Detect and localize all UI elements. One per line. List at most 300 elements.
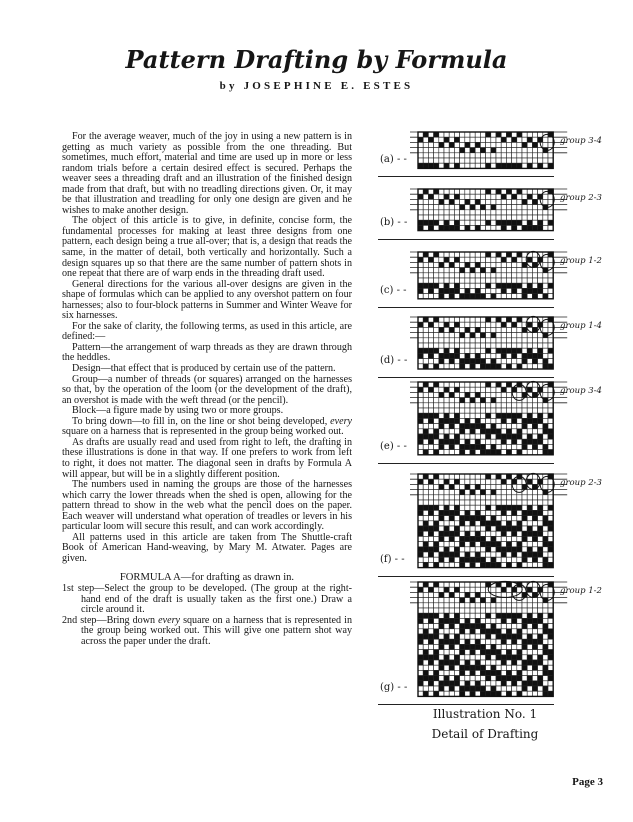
empty-square <box>465 163 470 168</box>
empty-square <box>449 500 454 505</box>
empty-square <box>491 505 496 510</box>
empty-square <box>496 359 501 364</box>
empty-square <box>532 629 537 634</box>
empty-square <box>532 691 537 696</box>
empty-square <box>465 148 470 153</box>
filled-square <box>496 562 501 567</box>
filled-square <box>434 650 439 655</box>
empty-square <box>439 562 444 567</box>
empty-square <box>538 450 543 455</box>
empty-square <box>491 618 496 623</box>
filled-square <box>475 644 480 649</box>
empty-square <box>491 474 496 479</box>
empty-square <box>480 252 485 257</box>
empty-square <box>475 220 480 225</box>
filled-square <box>543 424 548 429</box>
empty-square <box>501 189 506 194</box>
empty-square <box>538 403 543 408</box>
filled-square <box>475 294 480 299</box>
empty-square <box>486 387 491 392</box>
empty-square <box>527 205 532 210</box>
filled-square <box>418 257 423 262</box>
empty-square <box>548 665 553 670</box>
empty-square <box>548 639 553 644</box>
empty-square <box>428 691 433 696</box>
filled-square <box>470 521 475 526</box>
filled-square <box>486 676 491 681</box>
empty-square <box>465 153 470 158</box>
empty-square <box>506 500 511 505</box>
empty-square <box>512 408 517 413</box>
empty-square <box>543 681 548 686</box>
empty-square <box>527 142 532 147</box>
filled-square <box>434 547 439 552</box>
filled-square <box>434 676 439 681</box>
empty-square <box>506 479 511 484</box>
empty-square <box>418 403 423 408</box>
empty-square <box>491 210 496 215</box>
filled-square <box>449 142 454 147</box>
empty-square <box>434 403 439 408</box>
empty-square <box>501 364 506 369</box>
empty-square <box>506 624 511 629</box>
empty-square <box>444 148 449 153</box>
filled-square <box>512 681 517 686</box>
empty-square <box>444 582 449 587</box>
empty-square <box>532 364 537 369</box>
filled-square <box>543 629 548 634</box>
filled-square <box>501 439 506 444</box>
filled-square <box>418 660 423 665</box>
empty-square <box>439 655 444 660</box>
filled-square <box>460 686 465 691</box>
empty-square <box>496 225 501 230</box>
filled-square <box>480 359 485 364</box>
empty-square <box>548 495 553 500</box>
empty-square <box>423 439 428 444</box>
empty-square <box>470 382 475 387</box>
empty-square <box>428 450 433 455</box>
empty-square <box>501 562 506 567</box>
empty-square <box>532 608 537 613</box>
empty-square <box>532 194 537 199</box>
empty-square <box>491 137 496 142</box>
empty-square <box>449 348 454 353</box>
empty-square <box>423 387 428 392</box>
empty-square <box>480 278 485 283</box>
filled-square <box>444 655 449 660</box>
empty-square <box>501 474 506 479</box>
empty-square <box>465 562 470 567</box>
filled-square <box>475 199 480 204</box>
empty-square <box>470 257 475 262</box>
empty-square <box>428 398 433 403</box>
filled-square <box>506 252 511 257</box>
filled-square <box>538 526 543 531</box>
empty-square <box>444 364 449 369</box>
filled-square <box>501 479 506 484</box>
empty-square <box>465 655 470 660</box>
empty-square <box>470 639 475 644</box>
empty-square <box>506 536 511 541</box>
filled-square <box>512 660 517 665</box>
empty-square <box>460 418 465 423</box>
filled-square <box>470 598 475 603</box>
empty-square <box>506 644 511 649</box>
filled-square <box>475 359 480 364</box>
empty-square <box>538 691 543 696</box>
empty-square <box>444 592 449 597</box>
empty-square <box>496 408 501 413</box>
empty-square <box>527 691 532 696</box>
empty-square <box>449 278 454 283</box>
empty-square <box>512 644 517 649</box>
empty-square <box>501 691 506 696</box>
empty-square <box>480 526 485 531</box>
empty-square <box>506 516 511 521</box>
draft-grid <box>410 250 575 303</box>
empty-square <box>522 521 527 526</box>
empty-square <box>428 608 433 613</box>
filled-square <box>475 592 480 597</box>
empty-square <box>449 398 454 403</box>
text-span: To bring down—to fill in, on the line or shot being developed, <box>72 415 331 427</box>
filled-square <box>449 418 454 423</box>
empty-square <box>501 686 506 691</box>
empty-square <box>460 153 465 158</box>
empty-square <box>439 479 444 484</box>
filled-square <box>527 618 532 623</box>
empty-square <box>486 278 491 283</box>
empty-square <box>460 278 465 283</box>
empty-square <box>506 387 511 392</box>
filled-square <box>470 444 475 449</box>
empty-square <box>454 278 459 283</box>
empty-square <box>460 676 465 681</box>
empty-square <box>465 278 470 283</box>
filled-square <box>480 557 485 562</box>
draft-grid <box>410 580 575 700</box>
empty-square <box>423 665 428 670</box>
filled-square <box>439 536 444 541</box>
filled-square <box>496 317 501 322</box>
empty-square <box>434 225 439 230</box>
filled-square <box>496 348 501 353</box>
empty-square <box>480 495 485 500</box>
empty-square <box>475 655 480 660</box>
empty-square <box>434 333 439 338</box>
empty-square <box>496 557 501 562</box>
empty-square <box>543 403 548 408</box>
empty-square <box>538 644 543 649</box>
empty-square <box>423 500 428 505</box>
empty-square <box>460 343 465 348</box>
filled-square <box>491 148 496 153</box>
empty-square <box>527 603 532 608</box>
empty-square <box>465 387 470 392</box>
empty-square <box>501 148 506 153</box>
filled-square <box>496 364 501 369</box>
empty-square <box>439 215 444 220</box>
filled-square <box>454 194 459 199</box>
empty-square <box>496 199 501 204</box>
empty-square <box>543 283 548 288</box>
filled-square <box>470 650 475 655</box>
filled-square <box>501 348 506 353</box>
filled-square <box>444 163 449 168</box>
filled-square <box>480 670 485 675</box>
empty-square <box>517 387 522 392</box>
empty-square <box>418 148 423 153</box>
empty-square <box>548 294 553 299</box>
empty-square <box>428 215 433 220</box>
filled-square <box>460 398 465 403</box>
filled-square <box>475 557 480 562</box>
empty-square <box>465 273 470 278</box>
empty-square <box>423 215 428 220</box>
filled-square <box>460 444 465 449</box>
empty-square <box>532 450 537 455</box>
empty-square <box>460 531 465 536</box>
filled-square <box>527 163 532 168</box>
filled-square <box>496 655 501 660</box>
filled-square <box>501 413 506 418</box>
empty-square <box>423 418 428 423</box>
empty-square <box>475 398 480 403</box>
empty-square <box>517 510 522 515</box>
empty-square <box>449 479 454 484</box>
filled-square <box>449 624 454 629</box>
filled-square <box>512 510 517 515</box>
filled-square <box>501 353 506 358</box>
filled-square <box>470 562 475 567</box>
empty-square <box>439 132 444 137</box>
filled-square <box>470 670 475 675</box>
empty-square <box>527 521 532 526</box>
empty-square <box>470 288 475 293</box>
filled-square <box>465 392 470 397</box>
empty-square <box>527 598 532 603</box>
panel-divider <box>378 307 554 308</box>
empty-square <box>454 629 459 634</box>
filled-square <box>538 552 543 557</box>
empty-square <box>512 495 517 500</box>
empty-square <box>517 681 522 686</box>
empty-square <box>480 603 485 608</box>
empty-square <box>454 132 459 137</box>
empty-square <box>428 153 433 158</box>
filled-square <box>486 252 491 257</box>
empty-square <box>423 660 428 665</box>
empty-square <box>532 343 537 348</box>
filled-square <box>506 650 511 655</box>
empty-square <box>465 495 470 500</box>
filled-square <box>506 348 511 353</box>
filled-square <box>449 592 454 597</box>
empty-square <box>418 278 423 283</box>
empty-square <box>475 521 480 526</box>
filled-square <box>538 634 543 639</box>
filled-square <box>522 199 527 204</box>
filled-square <box>543 294 548 299</box>
empty-square <box>538 444 543 449</box>
empty-square <box>439 364 444 369</box>
empty-square <box>491 587 496 592</box>
empty-square <box>517 479 522 484</box>
empty-square <box>454 450 459 455</box>
filled-square <box>501 552 506 557</box>
empty-square <box>506 510 511 515</box>
definition-group: Group—a number of threads (or squares) arranged on the harnesses so that, by the operation of the loom (or the development of the draft), an overshot is made with the weft thread (or the pencil). <box>62 373 352 406</box>
empty-square <box>532 403 537 408</box>
empty-square <box>480 531 485 536</box>
empty-square <box>532 408 537 413</box>
empty-square <box>439 587 444 592</box>
empty-square <box>470 343 475 348</box>
empty-square <box>470 603 475 608</box>
filled-square <box>475 510 480 515</box>
empty-square <box>423 353 428 358</box>
empty-square <box>449 387 454 392</box>
empty-square <box>491 403 496 408</box>
empty-square <box>423 618 428 623</box>
empty-square <box>465 137 470 142</box>
empty-square <box>444 598 449 603</box>
empty-square <box>527 343 532 348</box>
empty-square <box>491 608 496 613</box>
empty-square <box>439 526 444 531</box>
empty-square <box>480 137 485 142</box>
filled-square <box>480 444 485 449</box>
empty-square <box>454 408 459 413</box>
filled-square <box>444 387 449 392</box>
empty-square <box>449 613 454 618</box>
filled-square <box>449 681 454 686</box>
empty-square <box>486 624 491 629</box>
empty-square <box>434 552 439 557</box>
empty-square <box>475 194 480 199</box>
empty-square <box>496 603 501 608</box>
empty-square <box>434 598 439 603</box>
empty-square <box>480 194 485 199</box>
empty-square <box>501 273 506 278</box>
empty-square <box>460 273 465 278</box>
panel-divider <box>378 239 554 240</box>
empty-square <box>480 547 485 552</box>
filled-square <box>460 598 465 603</box>
empty-square <box>506 225 511 230</box>
emphasis: every <box>158 614 180 626</box>
filled-square <box>532 225 537 230</box>
filled-square <box>491 205 496 210</box>
empty-square <box>548 439 553 444</box>
empty-square <box>543 547 548 552</box>
filled-square <box>444 225 449 230</box>
empty-square <box>439 268 444 273</box>
empty-square <box>449 474 454 479</box>
filled-square <box>434 629 439 634</box>
filled-square <box>439 439 444 444</box>
empty-square <box>496 418 501 423</box>
empty-square <box>470 676 475 681</box>
empty-square <box>439 676 444 681</box>
filled-square <box>444 547 449 552</box>
empty-square <box>444 444 449 449</box>
empty-square <box>506 408 511 413</box>
panel-label: (b) - - <box>380 216 408 228</box>
empty-square <box>491 613 496 618</box>
empty-square <box>475 582 480 587</box>
empty-square <box>423 592 428 597</box>
empty-square <box>522 338 527 343</box>
empty-square <box>496 516 501 521</box>
empty-square <box>449 582 454 587</box>
empty-square <box>428 189 433 194</box>
empty-square <box>501 603 506 608</box>
filled-square <box>532 516 537 521</box>
empty-square <box>470 582 475 587</box>
empty-square <box>532 521 537 526</box>
filled-square <box>475 686 480 691</box>
filled-square <box>434 132 439 137</box>
filled-square <box>465 262 470 267</box>
filled-square <box>460 644 465 649</box>
empty-square <box>470 479 475 484</box>
filled-square <box>506 676 511 681</box>
filled-square <box>460 205 465 210</box>
empty-square <box>475 268 480 273</box>
empty-square <box>439 205 444 210</box>
empty-square <box>444 210 449 215</box>
empty-square <box>532 148 537 153</box>
filled-square <box>491 665 496 670</box>
filled-square <box>512 322 517 327</box>
empty-square <box>543 220 548 225</box>
filled-square <box>543 542 548 547</box>
empty-square <box>465 268 470 273</box>
empty-square <box>517 531 522 536</box>
empty-square <box>439 148 444 153</box>
filled-square <box>527 288 532 293</box>
filled-square <box>434 450 439 455</box>
empty-square <box>454 268 459 273</box>
empty-square <box>454 424 459 429</box>
empty-square <box>449 562 454 567</box>
empty-square <box>496 552 501 557</box>
empty-square <box>428 268 433 273</box>
empty-square <box>486 288 491 293</box>
filled-square <box>486 132 491 137</box>
empty-square <box>423 424 428 429</box>
empty-square <box>465 608 470 613</box>
empty-square <box>423 343 428 348</box>
empty-square <box>444 450 449 455</box>
filled-square <box>512 288 517 293</box>
empty-square <box>548 516 553 521</box>
filled-square <box>439 510 444 515</box>
filled-square <box>418 618 423 623</box>
empty-square <box>465 474 470 479</box>
empty-square <box>454 650 459 655</box>
empty-square <box>527 644 532 649</box>
filled-square <box>428 587 433 592</box>
filled-square <box>543 665 548 670</box>
filled-square <box>434 163 439 168</box>
empty-square <box>543 434 548 439</box>
filled-square <box>512 225 517 230</box>
filled-square <box>480 542 485 547</box>
empty-square <box>470 408 475 413</box>
